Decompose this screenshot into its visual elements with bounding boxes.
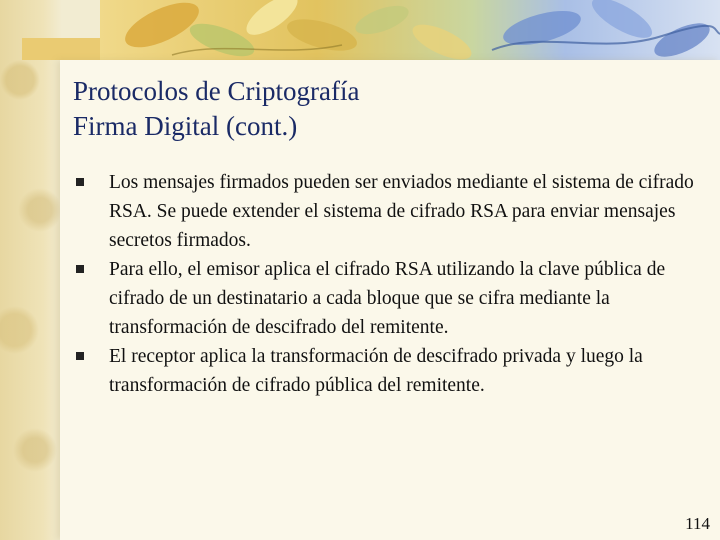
bullet-item	[76, 255, 716, 342]
leaf-banner-icon	[22, 0, 720, 60]
parchment-texture	[0, 0, 62, 540]
bullet-item	[76, 168, 716, 255]
slide-title	[73, 74, 359, 144]
square-bullet-icon	[76, 265, 84, 273]
bullet-item	[76, 342, 716, 400]
bullet-list	[76, 168, 716, 400]
bullet-text: Para ello, el emisor aplica el cifrado RSA utilizando la clave pública de cifrado de un destinatario a cada bloque que se cifra mediante la transformación de descifrado del remitente.	[109, 259, 666, 338]
title-line-1: Protocolos de Criptografía	[73, 76, 360, 106]
square-bullet-icon	[76, 352, 84, 360]
square-bullet-icon	[76, 178, 84, 186]
title-line-2: Firma Digital (cont.)	[73, 111, 298, 141]
bullet-text: Los mensajes firmados pueden ser enviados mediante el sistema de cifrado RSA. Se puede extender el sistema de cifrado RSA para enviar mensajes secretos firmados.	[109, 172, 694, 251]
page-number: 114	[685, 514, 710, 533]
bullet-text: El receptor aplica la transformación de descifrado privada y luego la transformación de cifrado pública del remitente.	[109, 346, 643, 396]
